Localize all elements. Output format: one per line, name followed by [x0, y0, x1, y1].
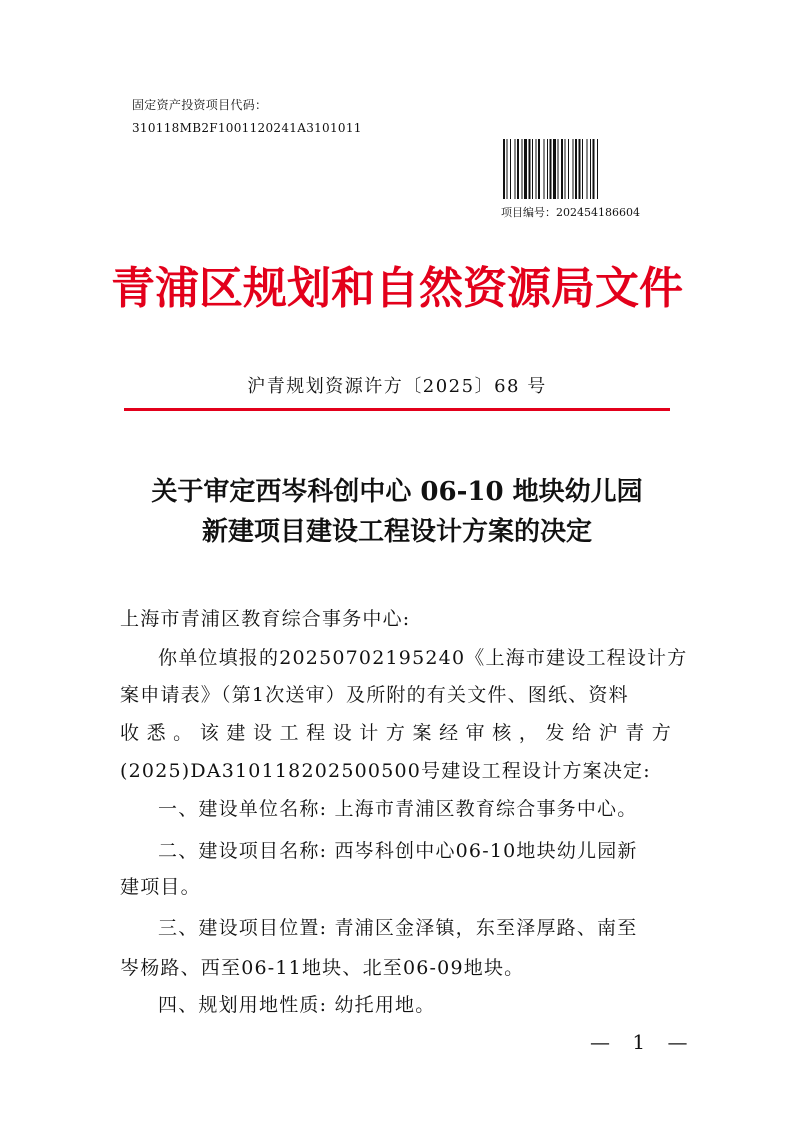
addressee: 上海市青浦区教育综合事务中心:: [120, 608, 411, 630]
project-number: 项目编号：202454186604: [501, 206, 640, 219]
paragraph-line: 你单位填报的20250702195240《上海市建设工程设计方: [158, 647, 688, 669]
list-item-2: 二、建设项目名称: 西岑科创中心06-10地块幼儿园新: [158, 840, 638, 862]
list-item-2-continued: 建项目。: [120, 876, 201, 898]
list-item-4: 四、规划用地性质: 幼托用地。: [158, 994, 436, 1016]
red-divider-rule: [124, 408, 670, 411]
barcode-image: [503, 139, 661, 199]
project-code-label: 固定资产投资项目代码：: [132, 98, 268, 112]
subject-title-line-2: 新建项目建设工程设计方案的决定: [201, 517, 592, 547]
paragraph-line: 收悉。该建设工程设计方案经审核，发给沪青方: [120, 722, 672, 744]
issuing-authority-title: 青浦区规划和自然资源局文件: [111, 263, 683, 314]
project-code-value: 310118MB2F1001120241A3101011: [132, 121, 362, 135]
page-number: — 1 —: [590, 1030, 696, 1054]
list-item-3: 三、建设项目位置: 青浦区金泽镇，东至泽厚路、南至: [158, 917, 638, 939]
document-number: 沪青规划资源许方〔2025〕68 号: [247, 376, 547, 397]
subject-title-line-1: 关于审定西岑科创中心 06-10 地块幼儿园: [151, 477, 643, 507]
paragraph-line: (2025)DA310118202500500号建设工程设计方案决定:: [120, 760, 651, 782]
list-item-1: 一、建设单位名称: 上海市青浦区教育综合事务中心。: [158, 798, 638, 820]
list-item-3-continued: 岑杨路、西至06-11地块、北至06-09地块。: [120, 957, 525, 979]
paragraph-line: 案申请表》（第1次送审）及所附的有关文件、图纸、资料: [120, 684, 629, 706]
